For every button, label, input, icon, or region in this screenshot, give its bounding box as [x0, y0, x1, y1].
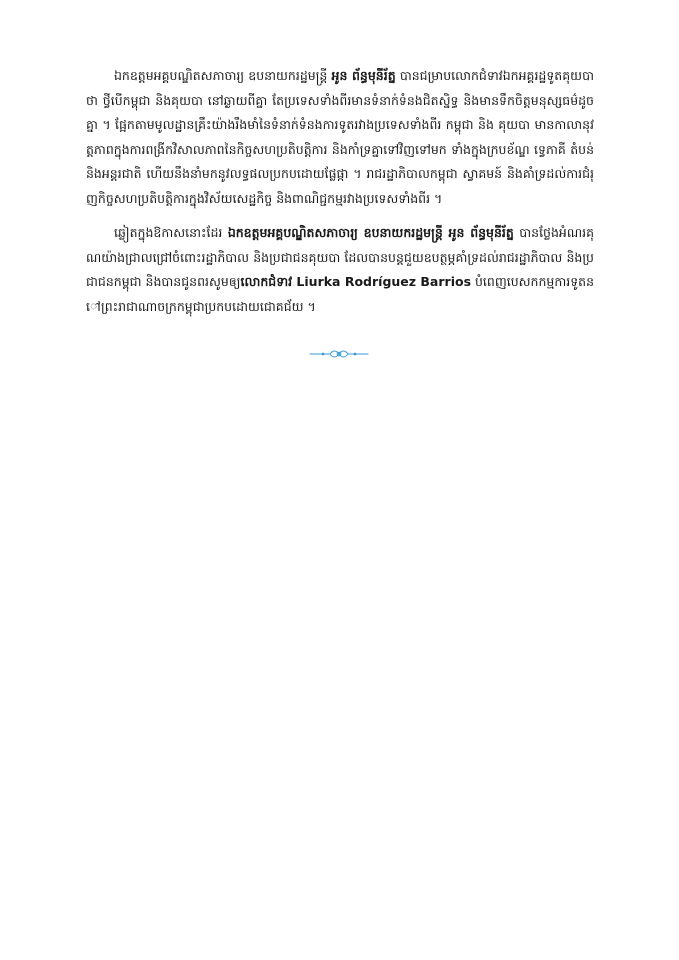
text-segment: បានជម្រាបលោកជំទាវឯកអគ្គរដ្ឋទូតគុយបាថា ថ្វីបើកម្ពុជា និងគុយបា នៅឆ្ងាយពីគ្នា តែប្រទេសទាំងពីរមានទំនាក់ទំនងជិតស្និទ្ធ និងមានទឹកចិត្តមនុស្សធម៌ដូចគ្នា ។ ផ្អែកតាមមូលដ្ឋានគ្រឹះយ៉ាងរឹងមាំនៃទំនាក់ទំនងការទូតរវាងប្រទេសទាំងពីរ កម្ពុជា និង គុយបា មានកាលានុវត្តភាពក្នុងការពង្រីកវិសាលភាពនៃកិច្ចសហប្រតិបត្តិការ និងកាំទ្រគ្នាទៅវិញទៅមក ទាំងក្នុងក្របខ័ណ្ឌ ទ្វេភាគី តំបន់ និងអន្តរជាតិ ហើយនឹងនាំមកនូវលទ្ធផលប្រកបដោយផ្លែផ្កា ។ រាជរដ្ឋាភិបាលកម្ពុជា ស្វាគមន៍ និងគាំទ្រដល់ការជំរុញកិច្ចសហប្រតិបត្តិការក្នុងវិស័យសេដ្ឋកិច្ច និងពាណិជ្ជកម្មរវាងប្រទេសទាំងពីរ ។ [86, 68, 594, 206]
bold-text-segment: ឯកឧត្តមអគ្គបណ្ឌិតសភាចារ្យ ឧបនាយករដ្ឋមន្ត្រី អូន ព័ន្ធមុនីរ័ត្ន [227, 225, 514, 240]
document-body [86, 64, 594, 329]
paragraph-2 [86, 221, 594, 319]
text-segment: ឆ្លៀតក្នុងឱកាសនោះដែរ [114, 225, 228, 240]
paragraph-1 [86, 64, 594, 211]
text-segment: បានថ្លែងអំណរគុណយ៉ាងជ្រាលជ្រៅចំពោះរដ្ឋាភិបាល និងប្រជាជនគុយបា ដែលបានបន្តជួយឧបត្ថម្ភគាំទ្រដល់រាជរដ្ឋាភិបាល និងប្រជាជនកម្ពុជា និងបានជូនពរសូមឲ្យ [86, 225, 595, 289]
ornamental-divider-icon [308, 348, 370, 360]
bold-text-segment: លោកជំទាវ Liurka Rodríguez Barrios [240, 274, 472, 289]
bold-text-segment: អូន ព័ន្ធមុនីរ័ត្ន [331, 68, 396, 83]
text-segment: បំពេញបេសកកម្មការទូតនៅព្រះរាជាណាចក្រកម្ពុជាប្រកបដោយជោគជ័យ ។ [86, 274, 595, 314]
text-segment: ឯកឧត្តមអគ្គបណ្ឌិតសភាចារ្យ ឧបនាយករដ្ឋមន្ត្រី [114, 68, 332, 83]
